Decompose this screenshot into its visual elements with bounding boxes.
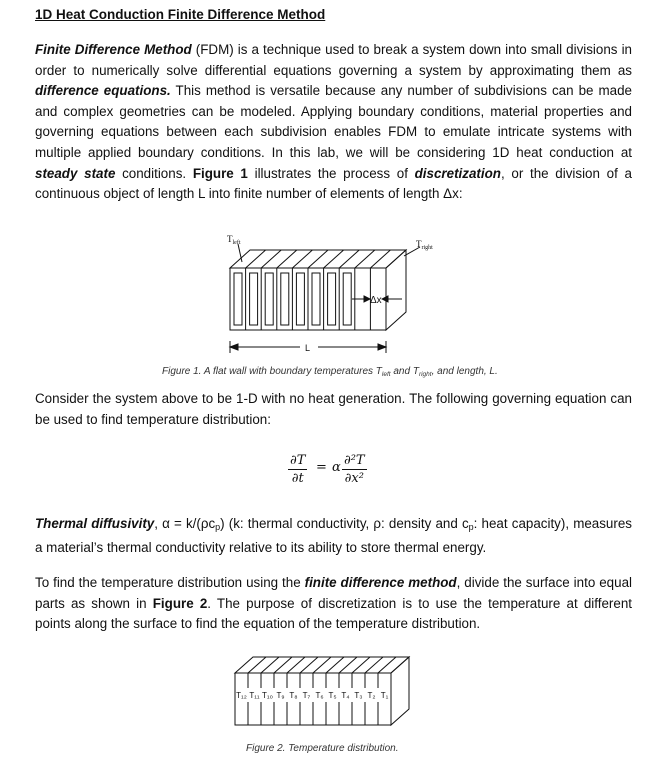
figure2-reference: Figure 2 <box>152 595 208 611</box>
diffusivity-sub-2: p <box>468 522 474 532</box>
temperature-node-label: T₇ <box>302 691 311 700</box>
steady-state-term: steady state <box>35 165 116 181</box>
discretization-term: discretization <box>414 165 501 181</box>
temperature-node-label: T₄ <box>341 691 350 700</box>
figure1-reference: Figure 1 <box>192 165 248 181</box>
intro-text-1: (FDM) is a technique used to break a system down into small divisions in order to numerically solve differential equations governing a system by approximating them as <box>35 42 632 78</box>
temperature-node-label: T₁₁ <box>249 691 260 700</box>
thermal-diffusivity-term: Thermal diffusivity <box>35 516 155 531</box>
temperature-node-label: T₃ <box>354 691 363 700</box>
length-label: L <box>305 343 311 353</box>
temperature-node-label: T₅ <box>328 691 337 700</box>
diffusivity-text-1: , α = k/(ρc <box>154 516 216 531</box>
temperature-node-label: T₉ <box>276 691 285 700</box>
diffusivity-text-2: ) (k: thermal conductivity, ρ: density and c <box>220 516 469 531</box>
temperature-node-label: T₈ <box>289 691 298 700</box>
alpha-symbol: α <box>332 460 341 475</box>
document-title: 1D Heat Conduction Finite Difference Method <box>35 7 326 22</box>
rhs-denominator: ∂x² <box>344 471 364 486</box>
temperature-node-label: T₆ <box>315 691 324 700</box>
discretization-text-3: . The purpose of discretization is to use the temperature at different points along the surface to find the equation of the temperature distribution. <box>35 595 632 632</box>
delta-x-label: Δx <box>370 295 382 306</box>
discretization-text-2: , divide the surface into equal parts as shown in <box>35 575 632 611</box>
intro-text-4: illustrates the process of <box>247 165 415 181</box>
lhs-denominator: ∂t <box>291 471 304 486</box>
t-left-label: $T_{left}$ <box>227 234 241 246</box>
intro-text-2: This method is versatile because any number of subdivisions can be made and complex geometries can be modeled. Applying boundary conditions, material properties and governing equations between each subdivision enables FDM to emulate intricate systems with multiple applied boundary conditions. In this lab, we will be considering 1D heat conduction at <box>35 83 633 160</box>
temperature-node-label: T₁₀ <box>262 691 273 700</box>
intro-text-3: conditions. <box>115 165 193 181</box>
temperature-node-label: T₁₂ <box>236 691 247 700</box>
figure1-caption: Figure 1. A flat wall with boundary temperatures $T_{left}$ and $T_{right}$, and length, L. <box>162 366 498 378</box>
temperature-node-label: T₁ <box>380 691 389 700</box>
t-right-label: $T_{right}$ <box>416 239 433 251</box>
equals-sign: = <box>316 460 327 475</box>
figure2-caption: Figure 2. Temperature distribution. <box>246 743 399 754</box>
discretization-text-1: To find the temperature distribution using the <box>35 575 305 590</box>
temperature-node-label: T₂ <box>367 691 376 700</box>
fdm-term-2: finite difference method <box>304 575 457 590</box>
diffusivity-sub-1: p <box>215 522 221 532</box>
lhs-numerator: ∂T <box>290 453 306 468</box>
intro-text-5: , or the division of a continuous object of length L into finite number of elements of length Δx: <box>35 165 632 202</box>
rhs-numerator: ∂²T <box>344 453 365 468</box>
fdm-term: Finite Difference Method <box>35 42 192 57</box>
governing-equation-intro: Consider the system above to be 1-D with no heat generation. The following governing equation can be used to find temperature distribution: <box>35 391 632 427</box>
difference-equations-term: difference equations. <box>35 83 171 99</box>
diffusivity-text-3: : heat capacity), measures a material’s thermal conductivity relative to its ability to store thermal energy. <box>35 516 632 555</box>
